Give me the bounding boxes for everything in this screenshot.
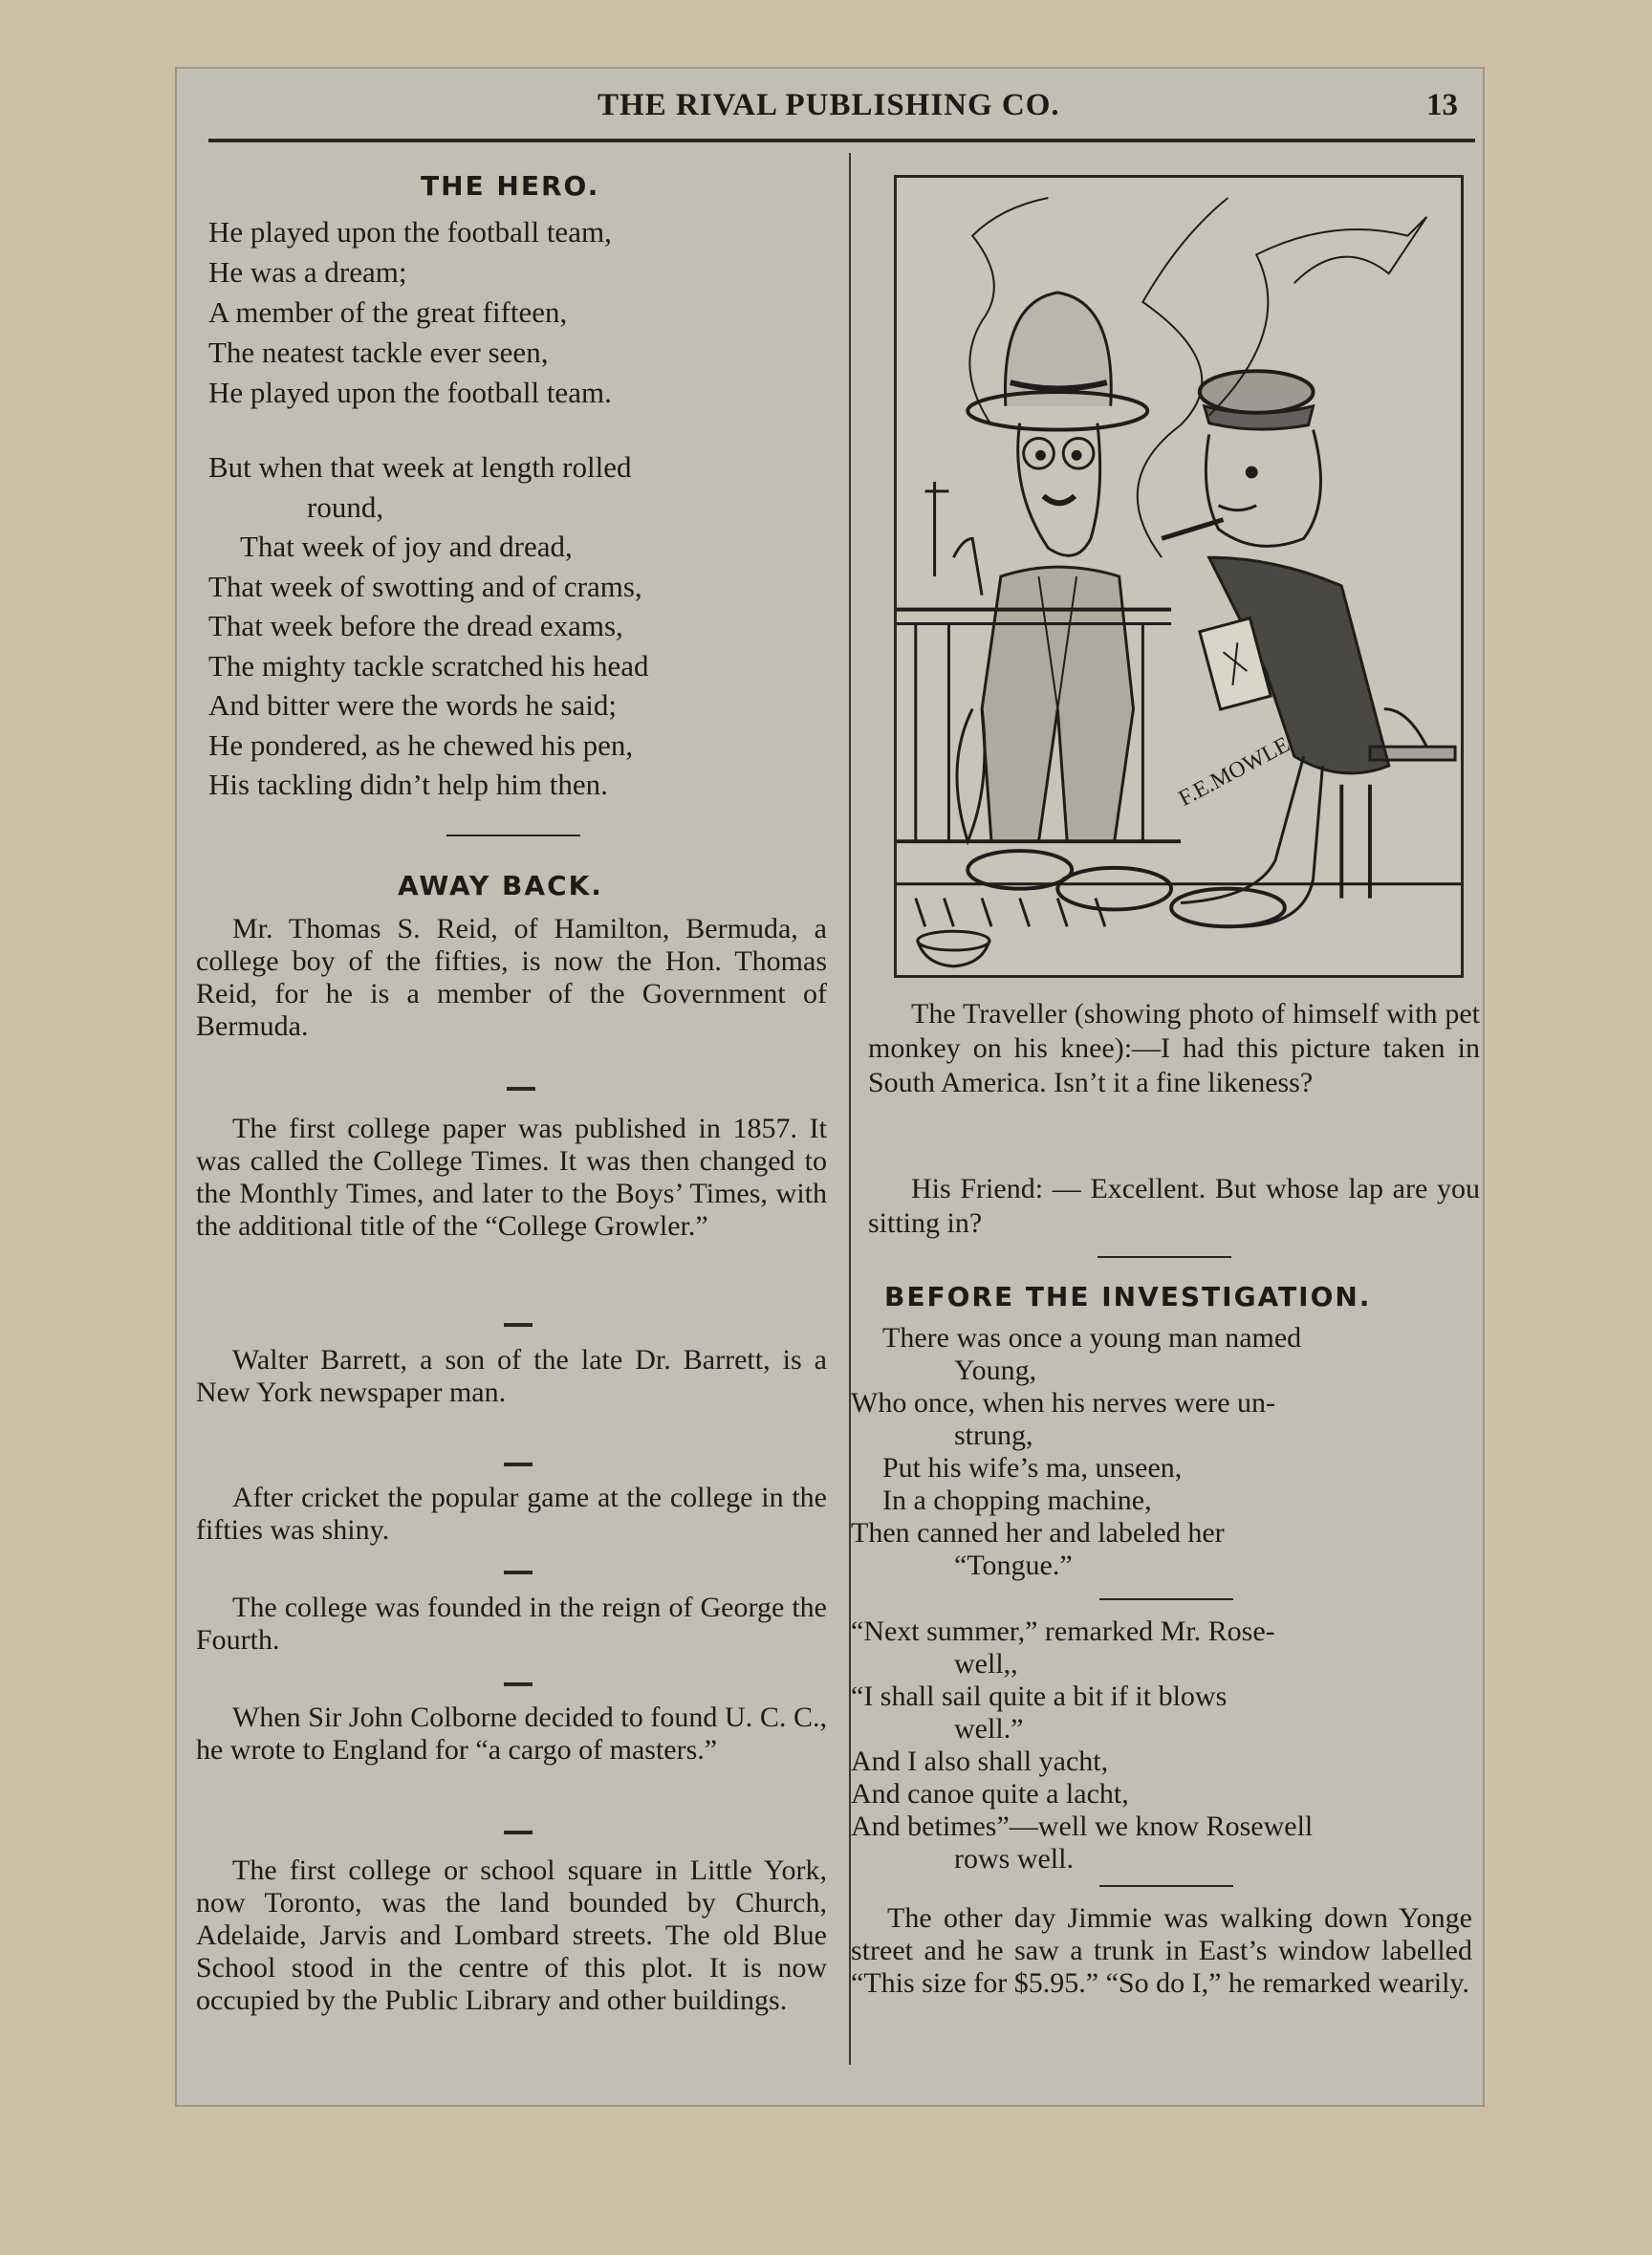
poem-line: And canoe quite a lacht, [851,1778,1129,1810]
poem-line: And betimes”—well we know Rosewell [851,1811,1314,1842]
section-separator [1099,1885,1233,1887]
poem-line: That week of joy and dread, [240,530,573,563]
hero-stanza-1 [208,212,612,413]
artist-signature: F.E.MOWLE [1174,732,1294,812]
poem-line: rows well. [954,1843,1074,1875]
poem-line: His tackling didn’t help him then. [208,768,608,801]
poem-line: He pondered, as he chewed his pen, [208,727,634,762]
poem-line: The neatest tackle ever seen, [208,336,549,369]
cartoon-illustration [894,175,1464,978]
poem-line: That week before the dread exams, [208,609,623,642]
poem-line: The mighty tackle scratched his head [208,648,649,683]
poem-line: “Next summer,” remarked Mr. Rose- [851,1615,1275,1647]
poem-line: well,, [954,1648,1018,1680]
item-dash [504,1831,533,1834]
item-dash [504,1463,533,1466]
investigation-title: BEFORE THE INVESTIGATION. [884,1281,1372,1312]
poem-line: He was a dream; [208,255,407,289]
section-separator [446,835,580,836]
hero-title: THE HERO. [421,170,600,202]
poem-line: Who once, when his nerves were un- [851,1387,1276,1419]
hero-stanza-2 [208,447,649,805]
jimmie-paragraph: The other day Jimmie was walking down Yonge street and he saw a trunk in East’s window labelled “This size for $5.95.” “So do I,” he remarked wearily. [851,1902,1472,1999]
away-back-paragraph: Mr. Thomas S. Reid, of Hamilton, Bermuda, a college boy of the fifties, is now the Hon. Thomas Reid, for he is a member of the Government of Bermuda. [196,913,827,1042]
poem-line: He played upon the football team. [208,376,612,409]
poem-line: He played upon the football team, [208,215,612,249]
header-rule [208,139,1475,142]
away-back-paragraph: The college was founded in the reign of George the Fourth. [196,1592,827,1656]
poem-line: “I shall sail quite a bit if it blows [851,1680,1228,1712]
poem-line: But when that week at length rolled [208,450,632,484]
poem-line: And bitter were the words he said; [208,688,617,722]
poem-line: And I also shall yacht, [851,1745,1109,1777]
away-back-paragraph: Walter Barrett, a son of the late Dr. Barrett, is a New York newspaper man. [196,1344,827,1408]
away-back-paragraph: After cricket the popular game at the college in the fifties was shiny. [196,1482,827,1546]
poem-line: round, [307,489,384,524]
investigation-limerick [851,1322,1301,1582]
poem-line: A member of the great fifteen, [208,295,568,329]
poem-line: strung, [954,1420,1033,1451]
poem-line: “Tongue.” [954,1550,1073,1581]
item-dash [504,1682,533,1686]
poem-line: In a chopping machine, [882,1485,1152,1516]
running-header: THE RIVAL PUBLISHING CO. [598,88,1060,122]
poem-line: There was once a young man named [882,1322,1302,1354]
item-dash [504,1571,533,1574]
cartoon-caption-traveller: The Traveller (showing photo of himself with pet monkey on his knee):—I had this picture taken in South America. Isn’t it a fine likeness? [868,998,1480,1098]
page-number: 13 [1426,88,1458,122]
poem-line: well.” [954,1713,1024,1745]
cartoon-caption-friend: His Friend: — Excellent. But whose lap are you sitting in? [868,1173,1480,1239]
poem-line: Young, [954,1355,1037,1386]
poem-line: Put his wife’s ma, unseen, [882,1452,1183,1484]
away-back-paragraph: The first college paper was published in 1857. It was called the College Times. It was then changed to the Monthly Times, and later to the Boys’ Times, with the additional title of the “College Growler.” [196,1113,827,1242]
rosewell-limerick [851,1615,1313,1876]
poem-line: That week of swotting and of crams, [208,569,642,603]
poem-line: Then canned her and labeled her [851,1517,1225,1549]
item-dash [507,1087,535,1091]
away-back-title: AWAY BACK. [398,870,603,901]
away-back-paragraph: The first college or school square in Little York, now Toronto, was the land bounded by Church, Adelaide, Jarvis and Lombard streets. The old Blue School stood in the centre of this plot. It is now occupied by the Public Library and other buildings. [196,1854,827,2016]
section-separator [1098,1256,1231,1258]
section-separator [1099,1598,1233,1600]
away-back-paragraph: When Sir John Colborne decided to found U. C. C., he wrote to England for “a cargo of masters.” [196,1702,827,1766]
item-dash [504,1323,533,1327]
